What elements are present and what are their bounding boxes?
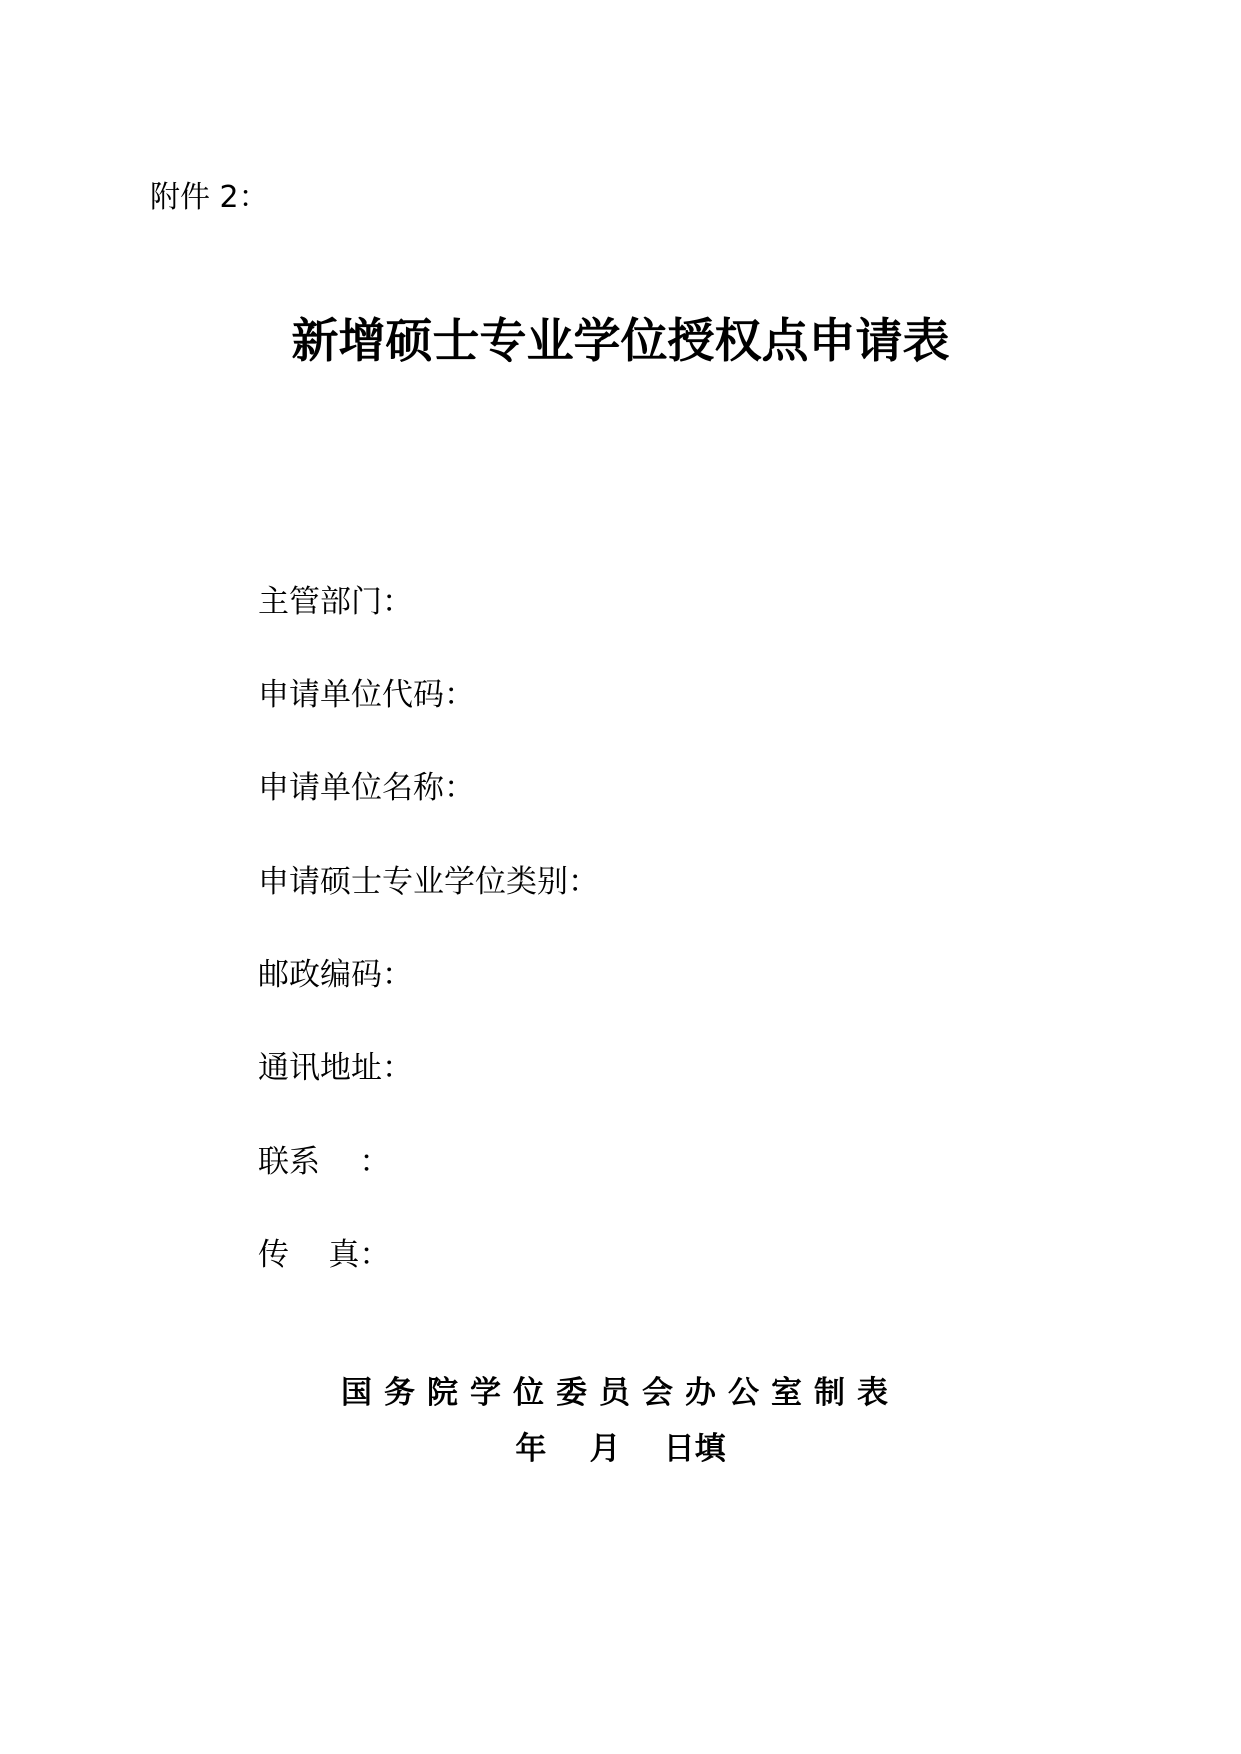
date-line: 年 月 日填 bbox=[515, 1431, 726, 1467]
field-contact: 联系 ： bbox=[258, 1144, 391, 1180]
field-degree-category: 申请硕士专业学位类别： bbox=[258, 864, 599, 900]
field-fax: 传 真： bbox=[258, 1237, 391, 1273]
field-applicant-code: 申请单位代码： bbox=[258, 677, 475, 713]
field-applicant-name: 申请单位名称： bbox=[258, 770, 475, 806]
attachment-label: 附件 2： bbox=[150, 180, 269, 215]
field-competent-department: 主管部门： bbox=[258, 584, 413, 620]
field-postal-code: 邮政编码： bbox=[258, 957, 413, 993]
field-mailing-address: 通讯地址： bbox=[258, 1050, 413, 1086]
page-title: 新增硕士专业学位授权点申请表 bbox=[291, 314, 950, 369]
issuer-line: 国务院学位委员会办公室制表 bbox=[341, 1375, 900, 1411]
